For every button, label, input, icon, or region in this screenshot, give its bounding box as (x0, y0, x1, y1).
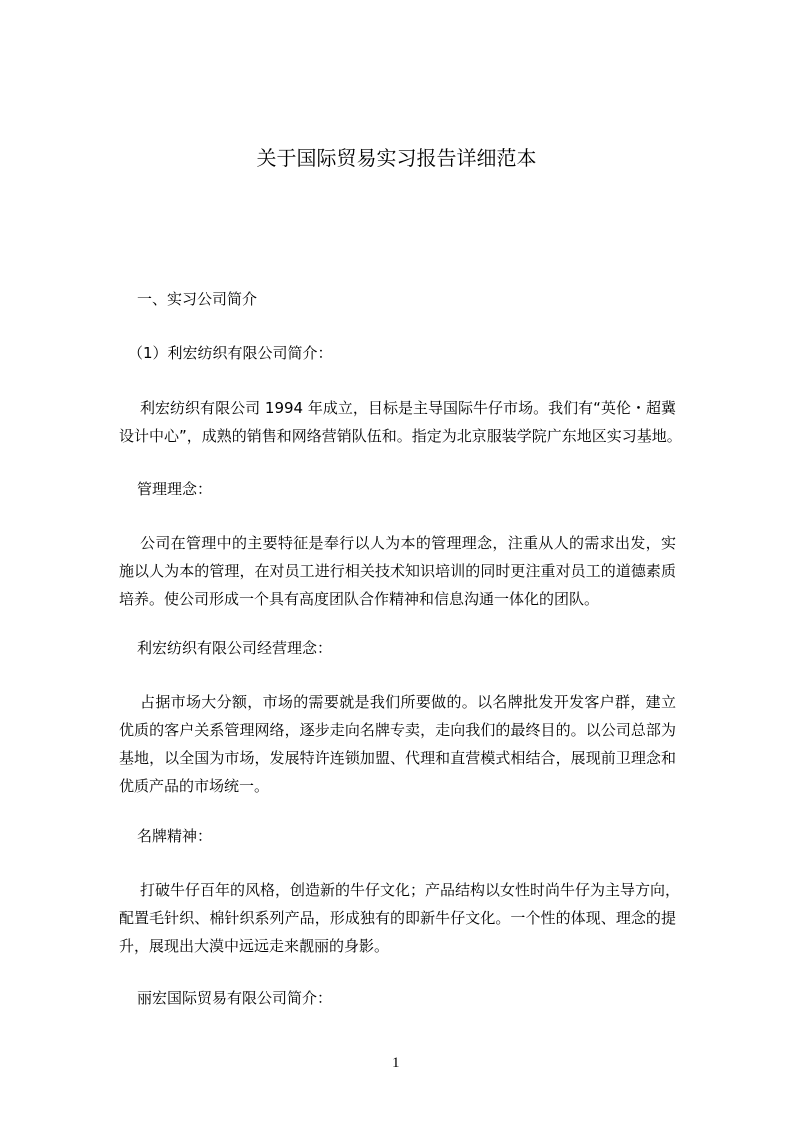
paragraph-line: 优质的客户关系管理网络，逐步走向名牌专卖，走向我们的最终目的。以公司总部为 (119, 721, 676, 739)
paragraph-line: 培养。使公司形成一个具有高度团队合作精神和信息沟通一体化的团队。 (119, 590, 600, 608)
subsection-heading: （1）利宏纺织有限公司简介： (128, 344, 333, 362)
paragraph-line: 占据市场大分额，市场的需要就是我们所要做的。以名牌批发开发客户群，建立 (140, 693, 676, 711)
section-heading: 一、实习公司简介 (137, 290, 258, 308)
paragraph-line: 配置毛针织、棉针织系列产品，形成独有的即新牛仔文化。一个性的体现、理念的提 (119, 909, 676, 927)
paragraph-line: 基地，以全国为市场，发展特许连锁加盟、代理和直营模式相结合，展现前卫理念和 (119, 749, 676, 767)
paragraph-line: 施以人为本的管理，在对员工进行相关技术知识培训的同时更注重对员工的道德素质 (119, 562, 676, 580)
paragraph-line: 升，展现出大漠中远远走来靓丽的身影。 (119, 937, 390, 955)
page-number: 1 (392, 1055, 400, 1071)
paragraph-line: 设计中心”，成熟的销售和网络营销队伍和。指定为北京服装学院广东地区实习基地。 (119, 427, 682, 445)
paragraph-line: 优质产品的市场统一。 (119, 777, 270, 795)
heading-business: 利宏纺织有限公司经营理念： (137, 639, 333, 657)
document-title: 关于国际贸易实习报告详细范本 (256, 146, 537, 170)
paragraph-line: 公司在管理中的主要特征是奉行以人为本的管理理念，注重从人的需求出发，实 (140, 534, 676, 552)
heading-brand: 名牌精神： (137, 827, 213, 845)
paragraph-line: 打破牛仔百年的风格，创造新的牛仔文化；产品结构以女性时尚牛仔为主导方向， (140, 881, 681, 899)
heading-management: 管理理念： (137, 480, 213, 498)
paragraph-line: 利宏纺织有限公司 1994 年成立，目标是主导国际牛仔市场。我们有“英伦・超冀 (140, 399, 676, 417)
heading-lihong: 丽宏国际贸易有限公司简介： (137, 989, 333, 1007)
